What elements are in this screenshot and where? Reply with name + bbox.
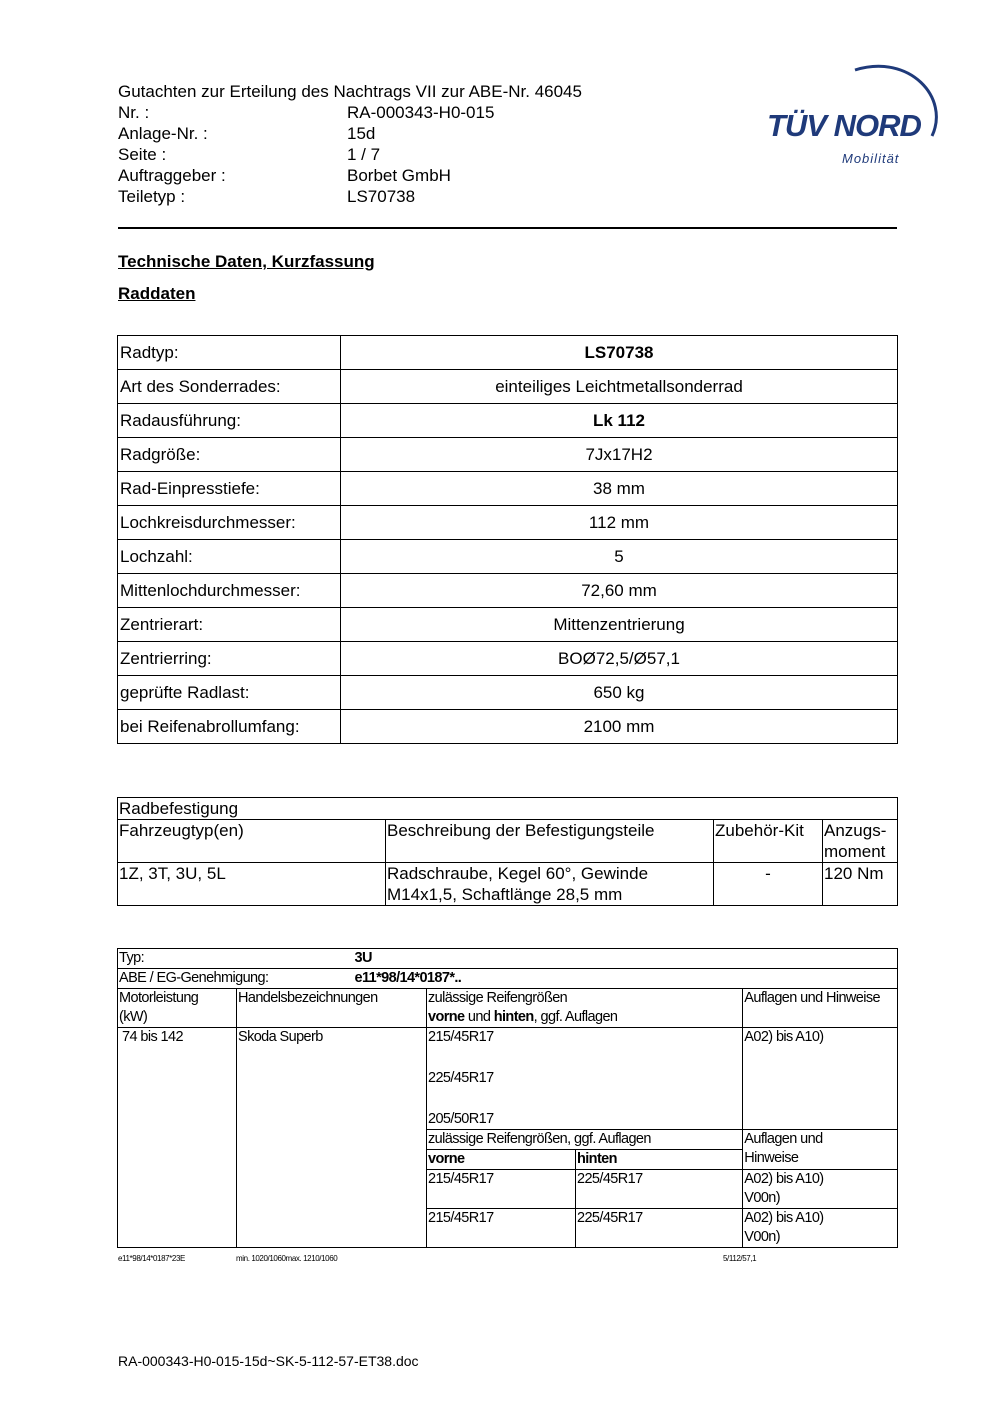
column-header-tyres: [427, 989, 743, 1028]
header-label: Auftraggeber :: [118, 166, 226, 185]
row-value: einteiliges Leichtmetallsonderrad: [341, 370, 898, 404]
header-torque-line2: moment: [824, 842, 886, 861]
abe-label: ABE / EG-Genehmigung:: [118, 969, 427, 989]
row-value: Lk 112: [341, 404, 898, 438]
row-label: Radtyp:: [118, 336, 341, 370]
header-value: Borbet GmbH: [347, 166, 451, 185]
header-value: RA-000343-H0-015: [347, 103, 495, 122]
table-row: [118, 969, 898, 989]
table-row: [118, 989, 898, 1028]
row-value: Mittenzentrierung: [341, 608, 898, 642]
row-label: Lochkreisdurchmesser:: [118, 506, 341, 540]
row-value: 72,60 mm: [341, 574, 898, 608]
header-label: Teiletyp :: [118, 187, 186, 206]
column-header-power: [118, 989, 237, 1028]
table-row: [118, 438, 898, 472]
column-header: Zubehör-Kit: [714, 820, 823, 863]
table-row: [118, 710, 898, 744]
torque-value: 120 Nm: [823, 863, 898, 906]
table-row: [118, 1028, 898, 1130]
row-label: geprüfte Radlast:: [118, 676, 341, 710]
section-title: Technische Daten, Kurzfassung: [118, 252, 375, 271]
note-line: V00n): [744, 1229, 780, 1245]
description-line: M14x1,5, Schaftlänge 28,5 mm: [387, 885, 623, 904]
table-row: [118, 370, 898, 404]
table-row: [118, 472, 898, 506]
sub-header-tyres: zulässige Reifengrößen, ggf. Auflagen: [427, 1130, 743, 1150]
rear-label: hinten: [576, 1150, 743, 1170]
header-line: Hinweise: [744, 1150, 799, 1166]
row-value: 38 mm: [341, 472, 898, 506]
header-divider: [118, 227, 897, 229]
row-value: 2100 mm: [341, 710, 898, 744]
header-value: LS70738: [347, 187, 416, 206]
row-value: BOØ72,5/Ø57,1: [341, 642, 898, 676]
dimension-footnote: min. 1020/1060max. 1210/1060: [236, 1254, 338, 1263]
row-value: 650 kg: [341, 676, 898, 710]
row-label: Zentrierring:: [118, 642, 341, 676]
row-label: Mittenlochdurchmesser:: [118, 574, 341, 608]
company-logo: TÜV NORD: [767, 108, 921, 143]
header-torque-line1: Anzugs-: [824, 821, 887, 840]
table-row: [118, 540, 898, 574]
fastening-description: [386, 863, 714, 906]
row-value: 112 mm: [341, 506, 898, 540]
report-title: Gutachten zur Erteilung des Nachtrags VII zur ABE-Nr. 46045: [118, 82, 582, 101]
note-line: V00n): [744, 1190, 780, 1206]
description-line: Radschraube, Kegel 60°, Gewinde: [387, 864, 649, 883]
row-label: Lochzahl:: [118, 540, 341, 574]
table-row: [118, 404, 898, 438]
table-row: [118, 574, 898, 608]
typ-label: Typ:: [118, 949, 427, 969]
document-filename: RA-000343-H0-015-15d~SK-5-112-57-ET38.doc: [118, 1353, 419, 1369]
tyre-size: 205/50R17: [428, 1111, 494, 1127]
row-label: Art des Sonderrades:: [118, 370, 341, 404]
front-label: vorne: [427, 1150, 576, 1170]
row-value: 5: [341, 540, 898, 574]
front-tyre: 215/45R17: [427, 1209, 576, 1248]
row-value: LS70738: [341, 336, 898, 370]
tyre-size: 215/45R17: [428, 1029, 494, 1045]
table-row: [118, 336, 898, 370]
column-header-notes: Auflagen und Hinweise: [743, 989, 898, 1028]
notes: A02) bis A10): [743, 1028, 898, 1130]
sub-header-notes: [743, 1130, 898, 1170]
tyre-size: 225/45R17: [428, 1070, 494, 1086]
typ-value: [354, 949, 898, 969]
wheel-data-table: [117, 335, 898, 744]
tyre-sizes: [427, 1028, 743, 1130]
header-label: Anlage-Nr. :: [118, 124, 208, 143]
approval-footnote: e11*98/14*0187*23E: [118, 1254, 185, 1263]
table-row: [118, 506, 898, 540]
header-text: und: [464, 1009, 494, 1025]
engine-power: 74 bis 142: [118, 1028, 237, 1248]
table-row: [118, 676, 898, 710]
abe-value-text: e11*98/14*0187*..: [354, 970, 462, 986]
header-bold: vorne: [428, 1009, 465, 1025]
row-label: bei Reifenabrollumfang:: [118, 710, 341, 744]
header-value: 1 / 7: [347, 145, 381, 164]
fastening-table: [117, 797, 898, 906]
note-line: A02) bis A10): [744, 1171, 824, 1187]
row-value: 7Jx17H2: [341, 438, 898, 472]
column-header: Beschreibung der Befestigungsteile: [386, 820, 714, 863]
header-text: , ggf. Auflagen: [533, 1009, 618, 1025]
header-label: Nr. :: [118, 103, 150, 122]
table-row: [118, 820, 898, 863]
row-label: Radgröße:: [118, 438, 341, 472]
front-tyre: 215/45R17: [427, 1170, 576, 1209]
table-row: [118, 949, 898, 969]
header-value: 15d: [347, 124, 376, 143]
row-label: Rad-Einpresstiefe:: [118, 472, 341, 506]
header-line: (kW): [119, 1009, 148, 1025]
vehicle-types: 1Z, 3T, 3U, 5L: [118, 863, 386, 906]
fastening-title: Radbefestigung: [118, 798, 898, 820]
bolt-pattern-footnote: 5/112/57,1: [723, 1254, 757, 1263]
rear-tyre: 225/45R17: [576, 1209, 743, 1248]
abe-value: [354, 969, 898, 989]
header-line: Auflagen und: [744, 1131, 823, 1147]
trade-name: Skoda Superb: [237, 1028, 427, 1248]
header-line: Motorleistung: [119, 990, 199, 1006]
column-header: Fahrzeugtyp(en): [118, 820, 386, 863]
table-row: [118, 608, 898, 642]
header-line: zulässige Reifengrößen: [428, 990, 568, 1006]
table-row: [118, 642, 898, 676]
accessory-kit: -: [714, 863, 823, 906]
header-bold: hinten: [493, 1009, 534, 1025]
combo-notes: [743, 1209, 898, 1248]
column-header-trade: Handelsbezeichnungen: [237, 989, 427, 1028]
vehicle-table: [117, 948, 898, 1248]
combo-notes: [743, 1170, 898, 1209]
row-label: Radausführung:: [118, 404, 341, 438]
column-header: [823, 820, 898, 863]
table-row: [118, 798, 898, 820]
company-logo-subtitle: Mobilität: [842, 151, 900, 166]
header-label: Seite :: [118, 145, 167, 164]
row-label: Zentrierart:: [118, 608, 341, 642]
typ-value-text: 3U: [354, 950, 372, 966]
note-line: A02) bis A10): [744, 1210, 824, 1226]
table-row: [118, 863, 898, 906]
rear-tyre: 225/45R17: [576, 1170, 743, 1209]
subsection-title: Raddaten: [118, 284, 196, 303]
